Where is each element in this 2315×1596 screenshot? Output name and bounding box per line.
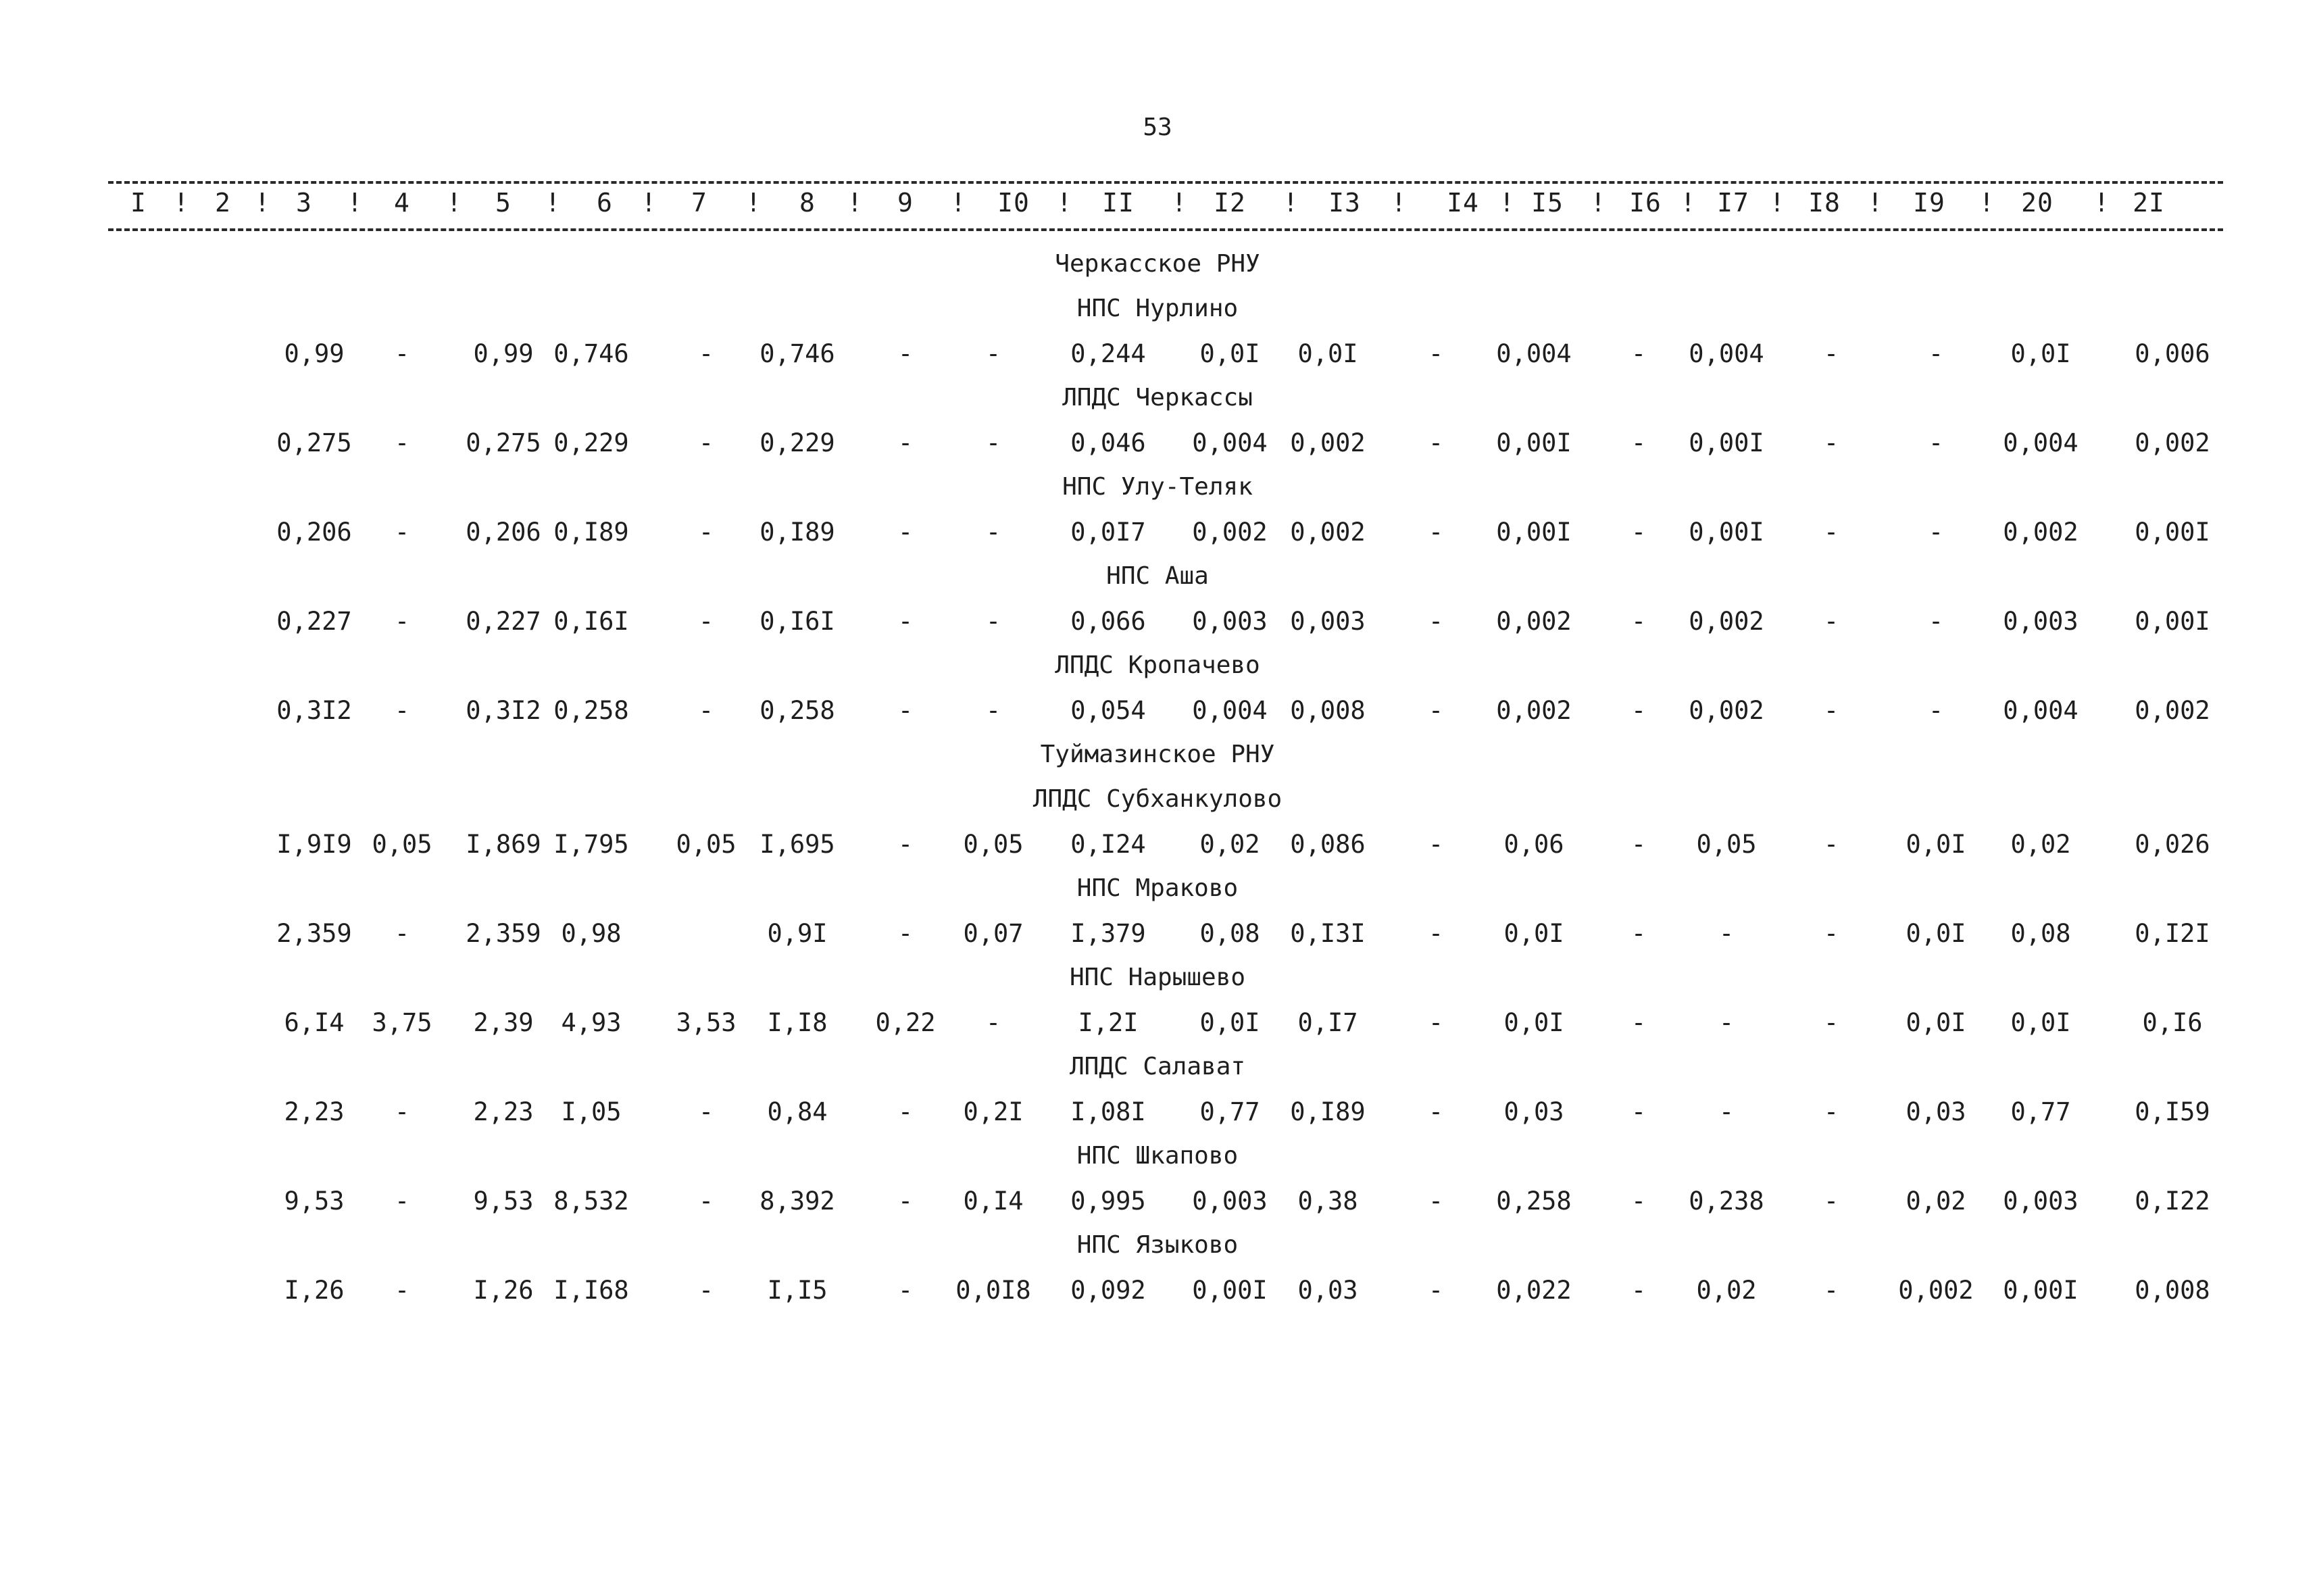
table-cell: - [897, 1097, 914, 1126]
table-cell: 8,392 [760, 1187, 835, 1216]
table-cell: 0,002 [1689, 696, 1764, 725]
table-cell: - [698, 428, 714, 457]
column-header: II [1102, 188, 1135, 218]
table-cell: - [1428, 1276, 1444, 1305]
table-cell: 0,092 [1070, 1276, 1146, 1305]
table-cell: - [897, 1276, 914, 1305]
table-cell: 0,02 [2010, 830, 2071, 859]
table-cell: 0,026 [2135, 830, 2210, 859]
table-cell: 0,238 [1689, 1187, 1764, 1216]
column-header: I8 [1808, 188, 1841, 218]
column-header: I5 [1531, 188, 1564, 218]
table-row [0, 339, 2315, 373]
table-cell: 0,002 [2135, 696, 2210, 725]
table-cell: - [897, 919, 914, 948]
table-cell: 0,0I [1906, 919, 1966, 948]
table-cell: - [1928, 428, 1944, 457]
section-title: Туймазинское РНУ [1040, 741, 1275, 768]
table-cell: 0,I6 [2142, 1008, 2203, 1037]
table-cell: - [897, 696, 914, 725]
section-title: НПС Нарышево [1069, 964, 1246, 991]
table-cell: - [1428, 919, 1444, 948]
table-cell: 0,995 [1070, 1187, 1146, 1216]
column-header: I4 [1447, 188, 1479, 218]
table-cell: 0,I2I [2135, 919, 2210, 948]
table-row [0, 830, 2315, 864]
table-cell: 0,0I [1906, 830, 1966, 859]
table-cell: 0,03 [1297, 1276, 1358, 1305]
table-cell: - [1823, 428, 1839, 457]
column-header: 9 [897, 188, 914, 218]
table-cell: - [985, 696, 1001, 725]
table-cell: 0,066 [1070, 607, 1146, 636]
table-cell: 0,008 [1290, 696, 1366, 725]
table-cell: - [897, 607, 914, 636]
table-cell: I,I68 [553, 1276, 629, 1305]
table-cell: 0,07 [963, 919, 1024, 948]
table-cell: 0,004 [1192, 696, 1268, 725]
table-cell: 2,39 [473, 1008, 534, 1037]
table-cell: - [985, 607, 1001, 636]
table-cell: 0,002 [1496, 696, 1572, 725]
table-cell: - [394, 518, 410, 547]
table-cell: I,2I [1078, 1008, 1139, 1037]
column-header: 5 [495, 188, 512, 218]
table-cell: - [1631, 1276, 1647, 1305]
table-cell: 6,I4 [284, 1008, 345, 1037]
table-cell: 0,99 [284, 339, 345, 368]
table-cell: - [1823, 1008, 1839, 1037]
table-cell: 0,002 [1192, 518, 1268, 547]
table-row [0, 607, 2315, 641]
table-cell: 0,03 [1906, 1097, 1966, 1126]
table-cell: 0,02 [1199, 830, 1260, 859]
table-cell: 0,002 [1689, 607, 1764, 636]
table-cell: 0,03 [1503, 1097, 1564, 1126]
table-cell: 0,00I [1496, 428, 1572, 457]
column-separator: ! [1499, 188, 1515, 218]
table-cell: 0,I59 [2135, 1097, 2210, 1126]
table-cell: 0,0I [1503, 919, 1564, 948]
table-cell: 0,05 [372, 830, 432, 859]
table-cell: 0,00I [1496, 518, 1572, 547]
column-header: 4 [394, 188, 410, 218]
table-cell: 0,I22 [2135, 1187, 2210, 1216]
table-cell: - [1823, 1187, 1839, 1216]
table-cell: - [1823, 919, 1839, 948]
table-cell: 0,08 [2010, 919, 2071, 948]
column-separator: ! [1391, 188, 1407, 218]
table-cell: - [394, 919, 410, 948]
table-cell: 0,3I2 [466, 696, 541, 725]
table-cell: 4,93 [561, 1008, 622, 1037]
table-cell: - [698, 1276, 714, 1305]
column-separator: ! [2093, 188, 2110, 218]
section-title: НПС Шкапово [1076, 1142, 1239, 1170]
table-cell: 0,004 [1689, 339, 1764, 368]
column-separator: ! [446, 188, 462, 218]
table-cell: - [897, 339, 914, 368]
table-cell: 0,99 [473, 339, 534, 368]
table-cell: I,379 [1070, 919, 1146, 948]
table-cell: 2,359 [466, 919, 541, 948]
table-cell: 0,00I [1689, 428, 1764, 457]
column-separator: ! [847, 188, 863, 218]
section-title: ЛПДС Кропачево [1055, 651, 1260, 679]
table-cell: - [1428, 1097, 1444, 1126]
table-cell: 0,086 [1290, 830, 1366, 859]
column-header: I9 [1913, 188, 1945, 218]
table-row [0, 1276, 2315, 1310]
column-separator: ! [254, 188, 270, 218]
table-cell: 0,0I [1297, 339, 1358, 368]
table-row [0, 919, 2315, 953]
table-cell: 2,23 [284, 1097, 345, 1126]
table-cell: - [1631, 830, 1647, 859]
table-cell: 0,I89 [760, 518, 835, 547]
table-cell: 0,258 [760, 696, 835, 725]
table-cell: 0,0I [1199, 339, 1260, 368]
table-cell: - [1823, 1097, 1839, 1126]
column-header: 6 [597, 188, 613, 218]
table-cell: 0,0I [2010, 339, 2071, 368]
column-separator: ! [1978, 188, 1995, 218]
table-cell: 0,00I [1192, 1276, 1268, 1305]
column-separator: ! [1283, 188, 1299, 218]
table-row [0, 696, 2315, 730]
table-cell: - [1631, 919, 1647, 948]
table-row [0, 1187, 2315, 1220]
section-title: НПС Улу-Теляк [1062, 473, 1253, 501]
table-cell: 2,23 [473, 1097, 534, 1126]
section-title: ЛПДС Салават [1069, 1053, 1246, 1080]
table-cell: - [1718, 919, 1735, 948]
table-cell: 0,258 [1496, 1187, 1572, 1216]
table-cell: - [1823, 1276, 1839, 1305]
table-cell: 0,002 [1290, 428, 1366, 457]
column-header: I6 [1629, 188, 1662, 218]
section-title: НПС Языково [1076, 1231, 1239, 1259]
table-cell: 0,00I [1689, 518, 1764, 547]
table-cell: 0,38 [1297, 1187, 1358, 1216]
table-cell: - [698, 696, 714, 725]
table-cell: 9,53 [473, 1187, 534, 1216]
table-cell: I,869 [466, 830, 541, 859]
column-header: I7 [1717, 188, 1749, 218]
table-cell: 0,002 [1496, 607, 1572, 636]
table-cell: 0,I24 [1070, 830, 1146, 859]
column-header: 3 [296, 188, 312, 218]
section-title: НПС Аша [1106, 562, 1209, 590]
section-title: НПС Нурлино [1076, 295, 1239, 322]
table-cell: - [1428, 428, 1444, 457]
table-cell: 0,00I [2135, 607, 2210, 636]
column-separator: ! [641, 188, 657, 218]
table-cell: - [1823, 696, 1839, 725]
table-cell: 0,05 [676, 830, 737, 859]
page-number: 53 [1143, 114, 1172, 141]
column-header: 2I [2133, 188, 2165, 218]
table-cell: 0,0I7 [1070, 518, 1146, 547]
column-separator: ! [1590, 188, 1606, 218]
table-cell: 0,84 [767, 1097, 828, 1126]
section-title: ЛПДС Субханкулово [1032, 785, 1283, 813]
table-cell: 0,004 [1192, 428, 1268, 457]
table-cell: - [1718, 1097, 1735, 1126]
table-cell: - [897, 830, 914, 859]
table-cell: 0,229 [553, 428, 629, 457]
table-cell: 8,532 [553, 1187, 629, 1216]
table-cell: 3,75 [372, 1008, 432, 1037]
table-cell: 0,746 [760, 339, 835, 368]
table-cell: - [985, 518, 1001, 547]
table-cell: 0,02 [1696, 1276, 1757, 1305]
table-cell: 0,22 [875, 1008, 936, 1037]
column-header: 7 [691, 188, 707, 218]
table-cell: - [1428, 518, 1444, 547]
table-cell: - [1428, 696, 1444, 725]
table-cell: 0,004 [1496, 339, 1572, 368]
table-cell: 0,022 [1496, 1276, 1572, 1305]
table-cell: 0,I4 [963, 1187, 1024, 1216]
table-cell: 0,I89 [1290, 1097, 1366, 1126]
column-header: 8 [799, 188, 816, 218]
table-cell: 0,003 [1192, 1187, 1268, 1216]
table-row [0, 1097, 2315, 1131]
table-cell: 0,0I8 [955, 1276, 1031, 1305]
column-separator: ! [1171, 188, 1187, 218]
column-separator: ! [1867, 188, 1883, 218]
table-cell: - [1428, 1187, 1444, 1216]
table-cell: 0,003 [1290, 607, 1366, 636]
table-cell: - [394, 339, 410, 368]
table-cell: 0,229 [760, 428, 835, 457]
table-row [0, 428, 2315, 462]
table-cell: 0,003 [2003, 1187, 2078, 1216]
table-cell: - [1631, 696, 1647, 725]
table-cell: 0,00I [2003, 1276, 2078, 1305]
column-separator: ! [545, 188, 561, 218]
table-cell: 0,206 [466, 518, 541, 547]
table-cell: - [1928, 339, 1944, 368]
column-separator: ! [1056, 188, 1072, 218]
table-cell: I,I5 [767, 1276, 828, 1305]
table-cell: - [698, 518, 714, 547]
table-cell: 0,046 [1070, 428, 1146, 457]
table-cell: - [1928, 518, 1944, 547]
column-separator: ! [173, 188, 189, 218]
table-cell: 0,9I [767, 919, 828, 948]
table-cell: 0,746 [553, 339, 629, 368]
table-cell: 3,53 [676, 1008, 737, 1037]
table-cell: 0,002 [2135, 428, 2210, 457]
table-cell: - [1928, 607, 1944, 636]
table-cell: 0,008 [2135, 1276, 2210, 1305]
table-cell: 0,275 [466, 428, 541, 457]
table-cell: 0,006 [2135, 339, 2210, 368]
table-cell: - [394, 428, 410, 457]
table-cell: - [394, 696, 410, 725]
table-cell: 0,02 [1906, 1187, 1966, 1216]
table-cell: - [985, 428, 1001, 457]
table-cell: - [1428, 607, 1444, 636]
column-header: I2 [1214, 188, 1246, 218]
table-cell: 0,I89 [553, 518, 629, 547]
table-cell: 0,003 [1192, 607, 1268, 636]
table-cell: - [1928, 696, 1944, 725]
table-cell: 2,359 [276, 919, 352, 948]
table-cell: - [1823, 339, 1839, 368]
column-header: I [130, 188, 147, 218]
section-title: НПС Мраково [1076, 874, 1239, 902]
table-cell: - [1428, 830, 1444, 859]
column-separator: ! [1680, 188, 1696, 218]
table-cell: 0,275 [276, 428, 352, 457]
table-cell: - [394, 1187, 410, 1216]
table-cell: I,795 [553, 830, 629, 859]
table-cell: - [1631, 1097, 1647, 1126]
table-cell: 0,258 [553, 696, 629, 725]
table-cell: - [1631, 607, 1647, 636]
table-cell: - [1631, 1187, 1647, 1216]
table-cell: 0,I6I [553, 607, 629, 636]
table-cell: I,I8 [767, 1008, 828, 1037]
table-cell: I,08I [1070, 1097, 1146, 1126]
table-cell: I,9I9 [276, 830, 352, 859]
column-header: 2 [215, 188, 231, 218]
table-cell: - [1718, 1008, 1735, 1037]
table-cell: 0,054 [1070, 696, 1146, 725]
table-cell: - [897, 428, 914, 457]
table-cell: - [698, 607, 714, 636]
table-cell: 0,2I [963, 1097, 1024, 1126]
section-title: ЛПДС Черкассы [1062, 384, 1253, 412]
table-cell: 0,06 [1503, 830, 1564, 859]
table-cell: 0,002 [1898, 1276, 1974, 1305]
table-cell: 0,I3I [1290, 919, 1366, 948]
table-cell: 0,206 [276, 518, 352, 547]
table-cell: 0,77 [1199, 1097, 1260, 1126]
table-row [0, 518, 2315, 551]
table-cell: - [394, 1097, 410, 1126]
table-cell: 0,227 [276, 607, 352, 636]
table-cell: - [985, 339, 1001, 368]
table-cell: 0,0I [1199, 1008, 1260, 1037]
column-separator: ! [950, 188, 966, 218]
table-cell: - [698, 1097, 714, 1126]
column-separator: ! [745, 188, 762, 218]
table-cell: 0,98 [561, 919, 622, 948]
table-cell: - [985, 1008, 1001, 1037]
table-row [0, 1008, 2315, 1042]
table-cell: 0,227 [466, 607, 541, 636]
column-header: I0 [997, 188, 1030, 218]
table-cell: 0,3I2 [276, 696, 352, 725]
table-cell: 0,05 [963, 830, 1024, 859]
table-cell: 0,0I [1906, 1008, 1966, 1037]
table-cell: I,05 [561, 1097, 622, 1126]
table-cell: 0,0I [1503, 1008, 1564, 1037]
table-cell: 0,77 [2010, 1097, 2071, 1126]
table-cell: 0,002 [2003, 518, 2078, 547]
column-header: 20 [2021, 188, 2053, 218]
column-header: I3 [1328, 188, 1361, 218]
column-separator: ! [347, 188, 363, 218]
table-cell: 0,004 [2003, 428, 2078, 457]
table-cell: 9,53 [284, 1187, 345, 1216]
table-cell: I,695 [760, 830, 835, 859]
table-cell: - [897, 518, 914, 547]
table-cell: - [1428, 1008, 1444, 1037]
table-cell: - [1823, 607, 1839, 636]
table-cell: 0,I7 [1297, 1008, 1358, 1037]
table-cell: 0,08 [1199, 919, 1260, 948]
table-cell: - [1631, 428, 1647, 457]
table-cell: - [1631, 339, 1647, 368]
table-cell: 0,003 [2003, 607, 2078, 636]
table-cell: - [1428, 339, 1444, 368]
table-cell: I,26 [473, 1276, 534, 1305]
table-cell: - [1823, 518, 1839, 547]
table-cell: 0,0I [2010, 1008, 2071, 1037]
table-cell: - [1823, 830, 1839, 859]
table-cell: - [394, 1276, 410, 1305]
table-cell: 0,244 [1070, 339, 1146, 368]
table-cell: - [1631, 1008, 1647, 1037]
table-cell: - [394, 607, 410, 636]
table-cell: 0,00I [2135, 518, 2210, 547]
table-cell: - [698, 339, 714, 368]
table-cell: - [1631, 518, 1647, 547]
table-cell: - [698, 1187, 714, 1216]
table-cell: 0,I6I [760, 607, 835, 636]
section-title: Черкасское РНУ [1055, 250, 1260, 278]
table-cell: I,26 [284, 1276, 345, 1305]
table-cell: 0,05 [1696, 830, 1757, 859]
table-cell: 0,004 [2003, 696, 2078, 725]
table-cell: 0,002 [1290, 518, 1366, 547]
column-separator: ! [1769, 188, 1785, 218]
table-cell: - [897, 1187, 914, 1216]
